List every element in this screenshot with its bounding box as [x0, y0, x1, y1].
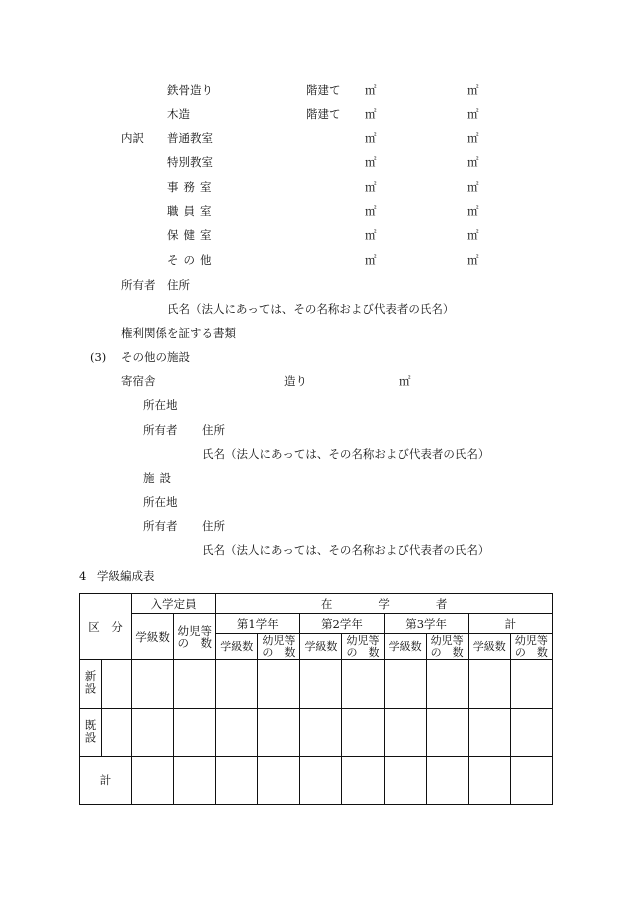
grade1-header: 第1学年 — [216, 614, 300, 634]
row-label: 事務室 — [167, 180, 217, 194]
owner-label: 所有者 — [121, 278, 156, 292]
address-label: 住所 — [202, 423, 225, 437]
table-cell — [216, 660, 258, 708]
table-cell — [342, 708, 384, 756]
section-title: その他の施設 — [121, 350, 190, 364]
dormitory-label: 寄宿舎 — [121, 374, 156, 388]
enrolled-header: 在 学 者 — [216, 594, 553, 614]
area-unit: ㎡ — [365, 107, 377, 121]
table-cell — [102, 660, 132, 708]
section-number: 4 — [79, 569, 87, 583]
child-count-header — [510, 634, 552, 660]
area-unit: ㎡ — [467, 228, 479, 242]
rights-doc-label: 権利関係を証する書類 — [121, 326, 236, 340]
address-label: 住所 — [167, 278, 190, 292]
table-cell — [510, 708, 552, 756]
table-cell — [216, 756, 258, 804]
area-unit: ㎡ — [467, 155, 479, 169]
breakdown-label: 内訳 — [121, 131, 144, 145]
area-unit: ㎡ — [467, 253, 479, 267]
table-cell — [384, 660, 426, 708]
area-unit: ㎡ — [365, 155, 377, 169]
floors-label: 階建て — [306, 107, 341, 121]
row-label: 普通教室 — [167, 131, 213, 145]
row-label: 職員室 — [167, 204, 217, 218]
area-unit: ㎡ — [467, 204, 479, 218]
grade2-header: 第2学年 — [300, 614, 384, 634]
table-cell — [384, 756, 426, 804]
child-count-line1: 幼児等 — [430, 633, 464, 647]
child-count-line2: の 数 — [514, 645, 548, 659]
area-unit: ㎡ — [365, 204, 377, 218]
table-cell — [174, 756, 216, 804]
table-cell — [342, 756, 384, 804]
row-label-total: 計 — [80, 756, 132, 804]
area-unit: ㎡ — [365, 131, 377, 145]
table-cell — [258, 756, 300, 804]
facility-label: 施設 — [143, 471, 176, 485]
location-label: 所在地 — [143, 495, 178, 509]
table-cell — [258, 708, 300, 756]
table-cell — [102, 708, 132, 756]
row-label: その他 — [167, 253, 217, 267]
child-count-line2: の 数 — [346, 645, 380, 659]
class-organization-table — [79, 593, 553, 805]
child-count-header — [258, 634, 300, 660]
child-count-line1: 幼児等 — [262, 633, 296, 647]
row-label: 鉄骨造り — [167, 83, 213, 97]
table-row — [80, 756, 553, 804]
table-cell — [300, 756, 342, 804]
class-count-header: 学級数 — [468, 634, 510, 660]
row-label: 木造 — [167, 107, 190, 121]
area-unit: ㎡ — [467, 83, 479, 97]
kubun-header: 区 分 — [80, 594, 132, 660]
table-row — [80, 660, 553, 708]
area-unit: ㎡ — [365, 253, 377, 267]
area-unit: ㎡ — [399, 374, 411, 388]
area-unit: ㎡ — [467, 107, 479, 121]
section-number: (3) — [90, 350, 107, 364]
floors-label: 階建て — [306, 83, 341, 97]
table-cell — [132, 756, 174, 804]
child-count-line1: 幼児等 — [177, 623, 212, 638]
child-count-header — [426, 634, 468, 660]
child-count-header — [174, 614, 216, 660]
table-cell — [132, 660, 174, 708]
row-label: 保健室 — [167, 228, 217, 242]
class-count-header: 学級数 — [216, 634, 258, 660]
child-count-line1: 幼児等 — [514, 633, 548, 647]
row-label-text: 新設 — [83, 670, 98, 696]
total-header: 計 — [468, 614, 552, 634]
table-cell — [510, 756, 552, 804]
table-cell — [342, 660, 384, 708]
address-label: 住所 — [202, 519, 225, 533]
child-count-line2: の 数 — [430, 645, 464, 659]
owner-label: 所有者 — [143, 423, 178, 437]
table-cell — [174, 708, 216, 756]
construction-label: 造り — [284, 374, 307, 388]
area-unit: ㎡ — [365, 83, 377, 97]
table-cell — [384, 708, 426, 756]
table-cell — [174, 660, 216, 708]
area-unit: ㎡ — [467, 180, 479, 194]
table-cell — [510, 660, 552, 708]
table-cell — [132, 708, 174, 756]
area-unit: ㎡ — [467, 131, 479, 145]
area-unit: ㎡ — [365, 228, 377, 242]
table-cell — [300, 660, 342, 708]
owner-label: 所有者 — [143, 519, 178, 533]
name-label: 氏名（法人にあっては、その名称および代表者の氏名） — [202, 447, 490, 461]
table-cell — [216, 708, 258, 756]
row-label-text: 既設 — [83, 718, 98, 744]
child-count-header — [342, 634, 384, 660]
name-label: 氏名（法人にあっては、その名称および代表者の氏名） — [202, 543, 490, 557]
class-count-header: 学級数 — [300, 634, 342, 660]
table-cell — [426, 660, 468, 708]
child-count-line2: の 数 — [262, 645, 296, 659]
row-label: 特別教室 — [167, 155, 213, 169]
admission-header: 入学定員 — [132, 594, 216, 614]
table-cell — [468, 708, 510, 756]
location-label: 所在地 — [143, 398, 178, 412]
table-row — [80, 708, 553, 756]
table-cell — [300, 708, 342, 756]
class-count-header: 学級数 — [384, 634, 426, 660]
table-cell — [258, 660, 300, 708]
grade3-header: 第3学年 — [384, 614, 468, 634]
table-cell — [468, 756, 510, 804]
table-cell — [468, 660, 510, 708]
child-count-line2: の 数 — [177, 635, 212, 650]
row-label-existing — [80, 708, 102, 756]
name-label: 氏名（法人にあっては、その名称および代表者の氏名） — [167, 302, 455, 316]
section-title: 学級編成表 — [97, 569, 155, 583]
table-cell — [426, 756, 468, 804]
row-label-new — [80, 660, 102, 708]
class-count-header: 学級数 — [132, 614, 174, 660]
child-count-line1: 幼児等 — [346, 633, 380, 647]
area-unit: ㎡ — [365, 180, 377, 194]
table-cell — [426, 708, 468, 756]
